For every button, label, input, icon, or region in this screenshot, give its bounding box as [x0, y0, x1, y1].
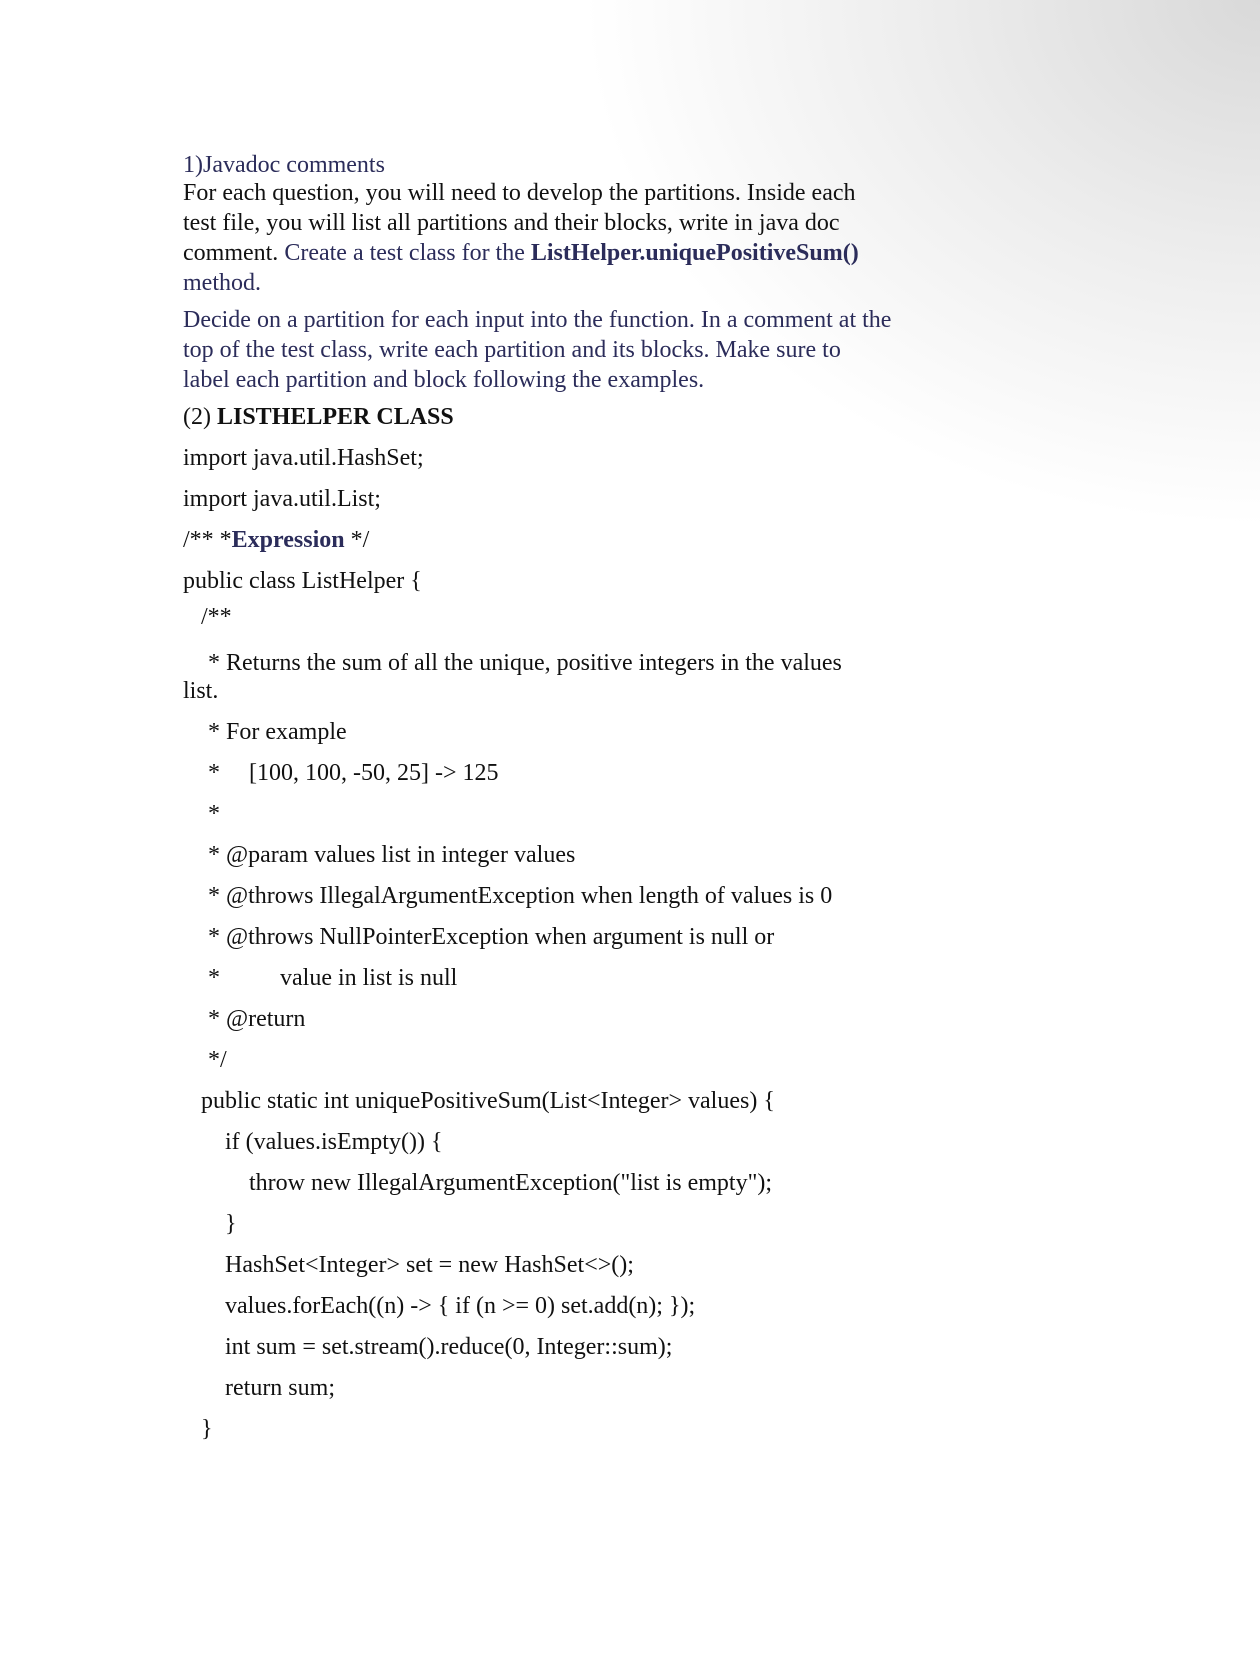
code-if-statement: if (values.isEmpty()) {	[225, 1129, 443, 1155]
code-method-declaration: public static int uniquePositiveSum(List<Integer> values) {	[201, 1088, 775, 1114]
code-class-declaration: public class ListHelper {	[183, 568, 422, 594]
section-name: LISTHELPER CLASS	[216, 404, 454, 430]
code-javadoc-blank: *	[208, 801, 220, 827]
doc-expression-word: Expression	[231, 527, 345, 553]
section-number: (2)	[183, 404, 217, 430]
code-import-list: import java.util.List;	[183, 486, 381, 512]
code-javadoc-throws-illegal: * @throws IllegalArgumentException when length of values is 0	[208, 883, 833, 909]
partition-instructions: Decide on a partition for each input into the function. In a comment at the top of the test class, write each partition and its blocks. Make sure to label each partition and block following the examples.	[183, 307, 892, 393]
code-sum-line: int sum = set.stream().reduce(0, Integer::sum);	[225, 1334, 673, 1360]
intro-create-text: Create a test class for the	[284, 240, 531, 266]
code-javadoc-throws-null: * @throws NullPointerException when argument is null or	[208, 924, 775, 950]
code-javadoc-example: [100, 100, -50, 25] -> 125	[249, 760, 499, 786]
code-close-method: }	[201, 1416, 213, 1442]
code-foreach-line: values.forEach((n) -> { if (n >= 0) set.add(n); });	[225, 1293, 696, 1319]
code-javadoc-close: */	[208, 1047, 227, 1073]
code-hashset-line: HashSet<Integer> set = new HashSet<>();	[225, 1252, 634, 1278]
heading-javadoc-comments: 1)Javadoc comments	[183, 152, 385, 178]
code-javadoc-returns-cont: list.	[183, 678, 219, 704]
code-doc-comment	[183, 525, 369, 555]
code-javadoc-example-star: *	[208, 760, 220, 786]
doc-suffix: */	[344, 527, 370, 553]
code-javadoc-param: * @param values list in integer values	[208, 842, 576, 868]
code-javadoc-cont-star: *	[208, 965, 220, 991]
code-javadoc-return: * @return	[208, 1006, 306, 1032]
section-title	[183, 402, 454, 432]
code-throw-statement: throw new IllegalArgumentException("list is empty");	[249, 1170, 773, 1196]
code-return-line: return sum;	[225, 1375, 335, 1401]
method-name: ListHelper.uniquePositiveSum()	[530, 240, 859, 266]
code-import-hashset: import java.util.HashSet;	[183, 445, 424, 471]
intro-text: For each question, you will need to develop the partitions. Inside each test file, you will list all partitions and their blocks, write in java doc comment.	[183, 180, 856, 266]
doc-prefix: /** *	[183, 527, 232, 553]
intro-method-word: method.	[183, 270, 261, 296]
code-close-if: }	[225, 1211, 237, 1237]
code-javadoc-returns: * Returns the sum of all the unique, positive integers in the values	[208, 650, 842, 676]
intro-paragraph	[183, 178, 893, 298]
code-javadoc-open: /**	[201, 604, 232, 630]
code-javadoc-cont-text: value in list is null	[280, 965, 458, 991]
code-javadoc-for-example: * For example	[208, 719, 347, 745]
